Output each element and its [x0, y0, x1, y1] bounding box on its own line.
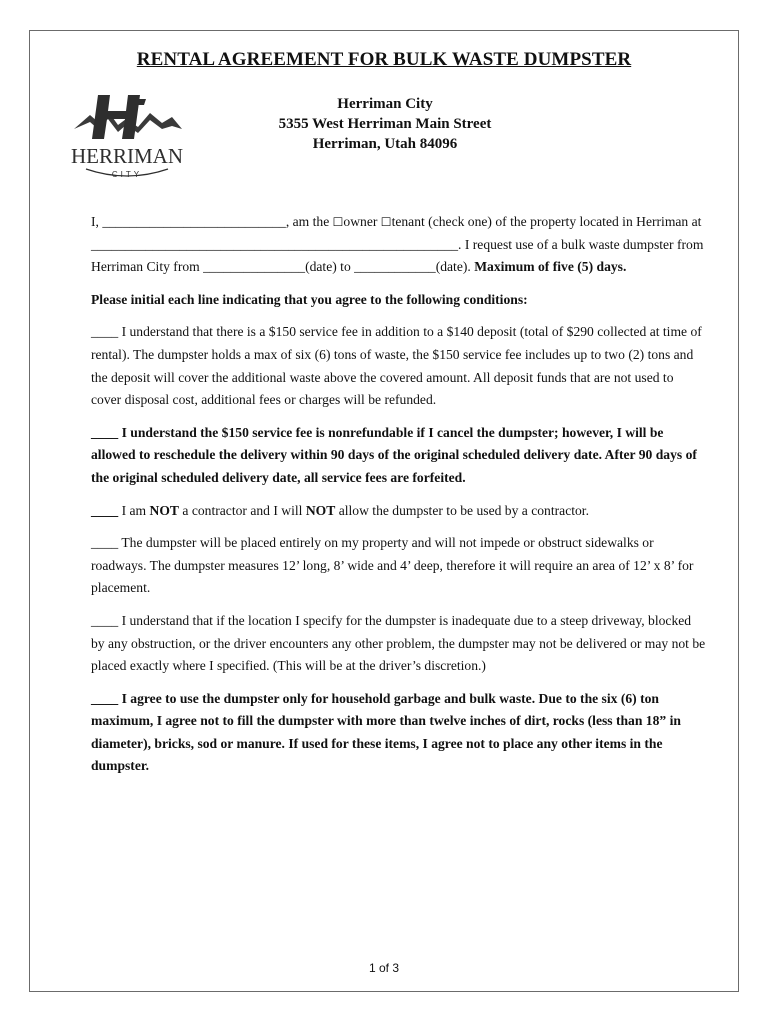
document-title: RENTAL AGREEMENT FOR BULK WASTE DUMPSTER — [136, 49, 632, 70]
max-days-note: Maximum of five (5) days. — [474, 259, 627, 275]
owner-checkbox[interactable]: ☐ — [332, 215, 344, 229]
owner-label: owner — [343, 214, 381, 229]
contractor-not-1: NOT — [149, 502, 179, 518]
contractor-initial-blank[interactable]: ____ — [91, 502, 119, 518]
intro-rest: tenant (check one) of the property located in Herriman at ______________________________________________________. I request use of a bulk waste dumpster from Herriman City from _______________(date) to ____________(date). — [91, 214, 704, 275]
svg-text:HERRIMAN: HERRIMAN — [70, 144, 184, 168]
condition-nonrefundable: ____ I understand the $150 service fee is nonrefundable if I cancel the dumpster; however, I will be allowed to reschedule the delivery within 90 days of the original scheduled delivery date. After 90 days of the original scheduled delivery date, all service fees are forfeited. — [91, 424, 697, 485]
contractor-text-b: a contractor and I will — [179, 502, 306, 518]
condition-contractor — [91, 500, 706, 523]
tenant-checkbox[interactable]: ☐ — [380, 215, 392, 229]
page-number: 1 of 3 — [368, 961, 400, 975]
address-line-2: 5355 West Herriman Main Street — [278, 116, 492, 132]
document-page — [29, 30, 739, 992]
intro-name-blank[interactable]: I, ___________________________, am the — [91, 214, 333, 229]
herriman-city-logo-icon — [68, 89, 186, 185]
contractor-text-a: I am — [118, 502, 150, 518]
condition-fee-deposit: ____ I understand that there is a $150 service fee in addition to a $140 deposit (total of $290 collected at time of rental). The dumpster holds a max of six (6) tons of waste, the $150 service fee includes up to two (2) tons and the deposit will cover the additional waste above the covered amount. All deposit funds that are not used to cover disposal cost, additional fees or charges will be refunded. — [91, 324, 702, 408]
address-block — [230, 94, 540, 154]
condition-location: ____ I understand that if the location I specify for the dumpster is inadequate due to a steep driveway, blocked by any obstruction, or the driver encounters any other problem, the dumpster may not be delivered or may not be placed exactly where I specified. (This will be at the driver’s discretion.) — [91, 612, 706, 674]
address-line-1: Herriman City — [337, 96, 433, 112]
instruction-text: Please initial each line indicating that you agree to the following conditions: — [91, 291, 528, 307]
condition-placement: ____ The dumpster will be placed entirely on my property and will not impede or obstruct sidewalks or roadways. The dumpster measures 12’ long, 8’ wide and 4’ deep, therefore it will require an area of 12’ x 8’ for placement. — [91, 535, 694, 596]
condition-usage: ____ I agree to use the dumpster only for household garbage and bulk waste. Due to the six (6) ton maximum, I agree not to fill the dumpster with more than twelve inches of dirt, rocks (less than 18” in diameter), bricks, sod or manure. If used for these items, I agree not to place any other items in the dumpster. — [91, 690, 681, 774]
svg-text:CITY: CITY — [111, 170, 143, 179]
intro-paragraph — [91, 211, 706, 279]
contractor-not-2: NOT — [305, 502, 336, 518]
contractor-text-c: allow the dumpster to be used by a contractor. — [335, 502, 589, 518]
agreement-body — [91, 211, 706, 788]
address-line-3: Herriman, Utah 84096 — [312, 136, 458, 152]
